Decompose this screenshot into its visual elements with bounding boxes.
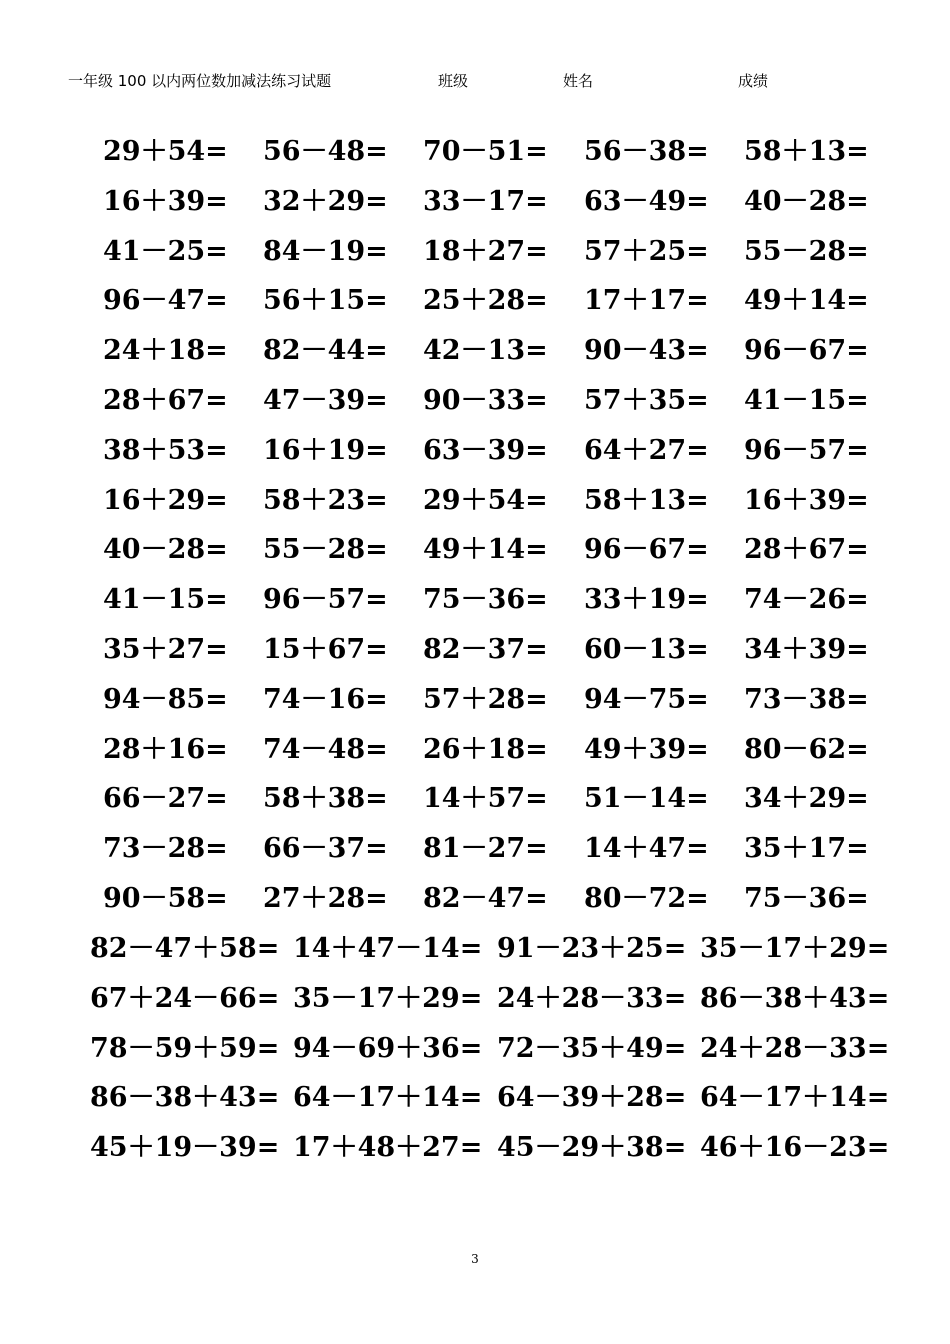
arithmetic-problem: 27＋28=	[263, 882, 388, 914]
problem-row	[0, 924, 950, 974]
arithmetic-problem: 66－37=	[263, 833, 388, 865]
arithmetic-problem: 82－44=	[263, 335, 388, 367]
arithmetic-problem: 82－47＋58=	[90, 933, 280, 964]
arithmetic-problem: 25＋28=	[423, 285, 548, 317]
arithmetic-problem: 55－28=	[744, 235, 869, 267]
three-operand-problem-grid	[0, 924, 950, 1173]
arithmetic-problem: 14＋47－14=	[293, 933, 483, 964]
arithmetic-problem: 41－25=	[103, 235, 228, 267]
arithmetic-problem: 49＋14=	[744, 285, 869, 317]
problem-row	[0, 177, 950, 227]
arithmetic-problem: 16＋39=	[744, 484, 869, 516]
arithmetic-problem: 58＋13=	[584, 484, 709, 516]
arithmetic-problem: 74－26=	[744, 584, 869, 616]
arithmetic-problem: 24＋28－33=	[700, 1032, 890, 1064]
arithmetic-problem: 58＋23=	[263, 484, 388, 516]
arithmetic-problem: 29＋54=	[103, 136, 228, 167]
arithmetic-problem: 90－58=	[103, 882, 228, 914]
arithmetic-problem: 16＋19=	[263, 434, 388, 466]
arithmetic-problem: 82－47=	[423, 882, 548, 914]
page-number: 3	[471, 1252, 479, 1266]
arithmetic-problem: 67＋24－66=	[90, 982, 280, 1014]
arithmetic-problem: 32＋29=	[263, 185, 388, 217]
arithmetic-problem: 24＋18=	[103, 335, 228, 367]
arithmetic-problem: 57＋25=	[584, 235, 709, 267]
arithmetic-problem: 58＋38=	[263, 783, 388, 815]
problem-row	[0, 525, 950, 575]
problem-row	[0, 974, 950, 1024]
name-label: 姓名	[563, 72, 594, 90]
arithmetic-problem: 45＋19－39=	[90, 1132, 280, 1164]
arithmetic-problem: 63－49=	[584, 185, 709, 217]
arithmetic-problem: 75－36=	[744, 882, 869, 914]
arithmetic-problem: 72－35＋49=	[497, 1032, 687, 1064]
arithmetic-problem: 81－27=	[423, 833, 548, 865]
arithmetic-problem: 56－38=	[584, 136, 709, 167]
arithmetic-problem: 24＋28－33=	[497, 982, 687, 1014]
problem-row	[0, 326, 950, 376]
arithmetic-problem: 40－28=	[103, 534, 228, 566]
arithmetic-problem: 57＋28=	[423, 683, 548, 715]
arithmetic-problem: 16＋39=	[103, 185, 228, 217]
arithmetic-problem: 82－37=	[423, 633, 548, 665]
arithmetic-problem: 56＋15=	[263, 285, 388, 317]
problem-row	[0, 376, 950, 426]
worksheet-title: 一年级 100 以内两位数加减法练习试题	[68, 72, 332, 90]
arithmetic-problem: 86－38＋43=	[700, 982, 890, 1014]
arithmetic-problem: 64－17＋14=	[700, 1082, 890, 1114]
arithmetic-problem: 84－19=	[263, 235, 388, 267]
arithmetic-problem: 34＋39=	[744, 633, 869, 665]
class-label: 班级	[438, 72, 469, 90]
arithmetic-problem: 90－43=	[584, 335, 709, 367]
arithmetic-problem: 96－67=	[584, 534, 709, 566]
arithmetic-problem: 38＋53=	[103, 434, 228, 466]
arithmetic-problem: 90－33=	[423, 384, 548, 416]
arithmetic-problem: 18＋27=	[423, 235, 548, 267]
arithmetic-problem: 26＋18=	[423, 733, 548, 765]
arithmetic-problem: 28＋67=	[744, 534, 869, 566]
arithmetic-problem: 16＋29=	[103, 484, 228, 516]
arithmetic-problem: 40－28=	[744, 185, 869, 217]
arithmetic-problem: 35＋17=	[744, 833, 869, 865]
problem-row	[0, 227, 950, 277]
arithmetic-problem: 29＋54=	[423, 484, 548, 516]
arithmetic-problem: 17＋17=	[584, 285, 709, 317]
arithmetic-problem: 41－15=	[103, 584, 228, 616]
arithmetic-problem: 42－13=	[423, 335, 548, 367]
arithmetic-problem: 14＋47=	[584, 833, 709, 865]
arithmetic-problem: 91－23＋25=	[497, 933, 687, 964]
worksheet-header	[0, 70, 950, 94]
arithmetic-problem: 78－59＋59=	[90, 1032, 280, 1064]
problem-row	[0, 1123, 950, 1173]
problem-row	[0, 774, 950, 824]
arithmetic-problem: 96－47=	[103, 285, 228, 317]
arithmetic-problem: 66－27=	[103, 783, 228, 815]
arithmetic-problem: 33－17=	[423, 185, 548, 217]
arithmetic-problem: 41－15=	[744, 384, 869, 416]
arithmetic-problem: 64＋27=	[584, 434, 709, 466]
arithmetic-problem: 45－29＋38=	[497, 1132, 687, 1164]
arithmetic-problem: 73－28=	[103, 833, 228, 865]
two-operand-problem-grid	[0, 127, 950, 924]
arithmetic-problem: 86－38＋43=	[90, 1082, 280, 1114]
arithmetic-problem: 46＋16－23=	[700, 1132, 890, 1164]
problem-row	[0, 127, 950, 177]
arithmetic-problem: 33＋19=	[584, 584, 709, 616]
arithmetic-problem: 28＋67=	[103, 384, 228, 416]
arithmetic-problem: 96－67=	[744, 335, 869, 367]
arithmetic-problem: 94－75=	[584, 683, 709, 715]
arithmetic-problem: 35－17＋29=	[293, 982, 483, 1014]
arithmetic-problem: 47－39=	[263, 384, 388, 416]
arithmetic-problem: 15＋67=	[263, 633, 388, 665]
problem-row	[0, 824, 950, 874]
arithmetic-problem: 64－17＋14=	[293, 1082, 483, 1114]
problem-row	[0, 675, 950, 725]
arithmetic-problem: 14＋57=	[423, 783, 548, 815]
score-label: 成绩	[738, 72, 769, 90]
arithmetic-problem: 96－57=	[263, 584, 388, 616]
arithmetic-problem: 80－62=	[744, 733, 869, 765]
arithmetic-problem: 28＋16=	[103, 733, 228, 765]
arithmetic-problem: 58＋13=	[744, 136, 869, 167]
arithmetic-problem: 70－51=	[423, 136, 548, 167]
arithmetic-problem: 63－39=	[423, 434, 548, 466]
problem-row	[0, 1073, 950, 1123]
arithmetic-problem: 55－28=	[263, 534, 388, 566]
arithmetic-problem: 64－39＋28=	[497, 1082, 687, 1114]
problem-row	[0, 625, 950, 675]
arithmetic-problem: 94－69＋36=	[293, 1032, 483, 1064]
arithmetic-problem: 49＋39=	[584, 733, 709, 765]
arithmetic-problem: 94－85=	[103, 683, 228, 715]
problem-row	[0, 1024, 950, 1074]
problem-row	[0, 426, 950, 476]
arithmetic-problem: 35－17＋29=	[700, 933, 890, 964]
arithmetic-problem: 57＋35=	[584, 384, 709, 416]
arithmetic-problem: 34＋29=	[744, 783, 869, 815]
arithmetic-problem: 75－36=	[423, 584, 548, 616]
problem-row	[0, 476, 950, 526]
problem-row	[0, 874, 950, 924]
arithmetic-problem: 49＋14=	[423, 534, 548, 566]
arithmetic-problem: 96－57=	[744, 434, 869, 466]
arithmetic-problem: 74－16=	[263, 683, 388, 715]
arithmetic-problem: 80－72=	[584, 882, 709, 914]
arithmetic-problem: 73－38=	[744, 683, 869, 715]
arithmetic-problem: 60－13=	[584, 633, 709, 665]
problem-row	[0, 276, 950, 326]
arithmetic-problem: 35＋27=	[103, 633, 228, 665]
problem-row	[0, 725, 950, 775]
arithmetic-problem: 17＋48＋27=	[293, 1132, 483, 1164]
arithmetic-problem: 56－48=	[263, 136, 388, 167]
problem-row	[0, 575, 950, 625]
arithmetic-problem: 74－48=	[263, 733, 388, 765]
arithmetic-problem: 51－14=	[584, 783, 709, 815]
